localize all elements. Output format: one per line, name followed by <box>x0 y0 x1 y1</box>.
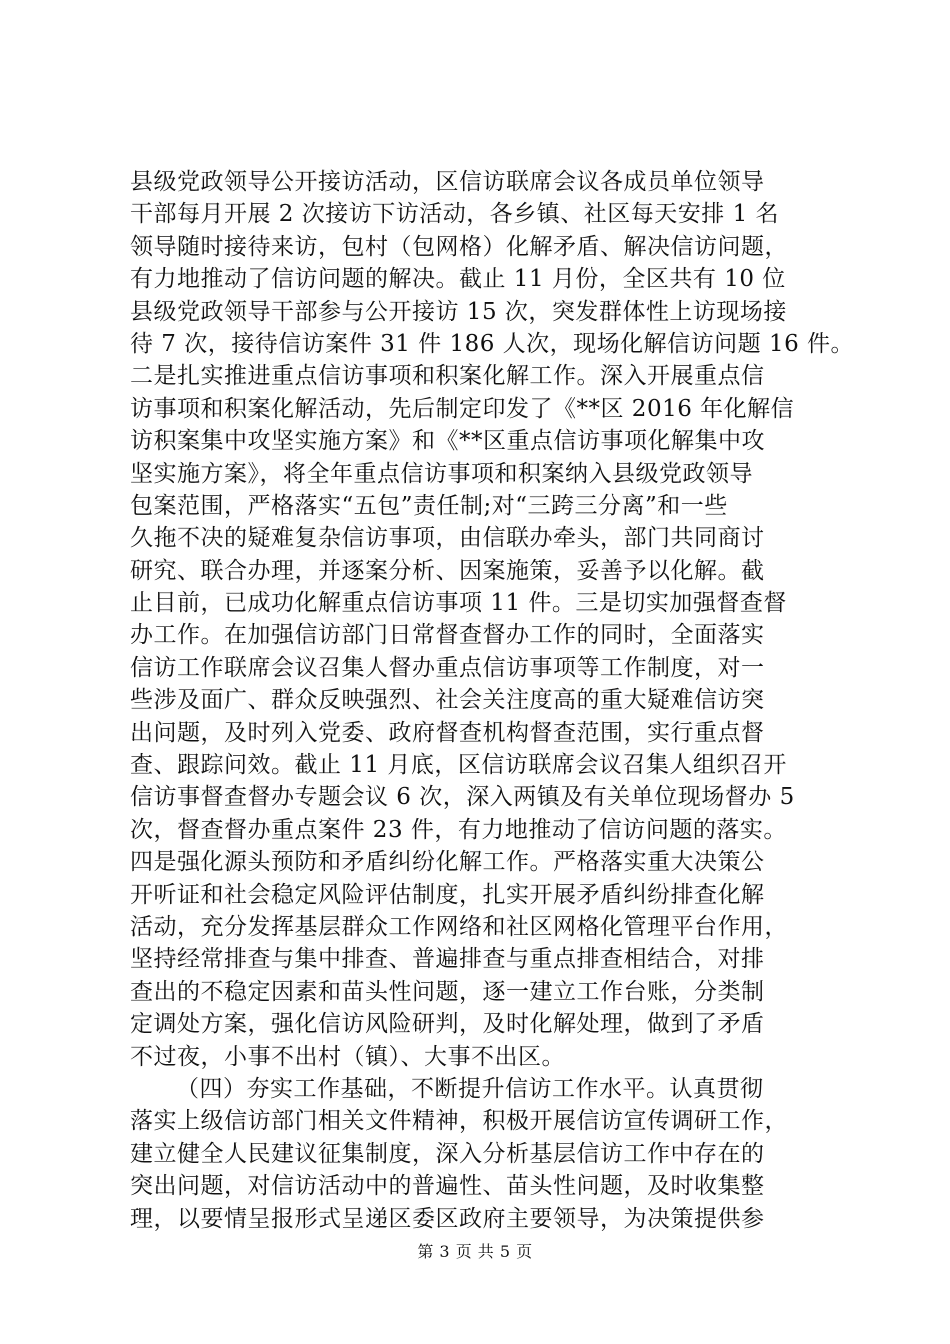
text-line: 止目前，已成功化解重点信访事项 11 件。三是切实加强督查督 <box>130 590 787 617</box>
text-line: 研究、联合办理，并逐案分析、因案施策，妥善予以化解。截 <box>130 557 765 584</box>
text-line: 不过夜，小事不出村（镇）、大事不出区。 <box>130 1043 565 1070</box>
text-line: 定调处方案，强化信访风险研判，及时化解处理，做到了矛盾 <box>130 1011 765 1038</box>
page-footer <box>0 1239 950 1262</box>
text-line: 查、跟踪问效。截止 11 月底，区信访联席会议召集人组织召开 <box>130 752 787 779</box>
text-line: 待 7 次，接待信访案件 31 件 186 人次，现场化解信访问题 16 件。 <box>130 330 855 357</box>
text-line: 二是扎实推进重点信访事项和积案化解工作。深入开展重点信 <box>130 363 765 390</box>
text-line: 突出问题，对信访活动中的普遍性、苗头性问题，及时收集整 <box>130 1173 765 1200</box>
text-line: 干部每月开展 2 次接访下访活动，各乡镇、社区每天安排 1 名 <box>130 201 780 228</box>
text-line: 有力地推动了信访问题的解决。截止 11 月份，全区共有 10 位 <box>130 266 786 293</box>
text-line: 久拖不决的疑难复杂信访事项，由信联办牵头，部门共同商讨 <box>130 525 765 552</box>
paragraph-heading-line: （四）夯实工作基础，不断提升信访工作水平。认真贯彻 <box>176 1075 764 1102</box>
text-line: 包案范围，严格落实“五包”责任制;对“三跨三分离”和一些 <box>130 492 728 519</box>
text-line: 坚实施方案》，将全年重点信访事项和积案纳入县级党政领导 <box>130 460 753 487</box>
text-line: 开听证和社会稳定风险评估制度，扎实开展矛盾纠纷排查化解 <box>130 881 765 908</box>
text-line: 落实上级信访部门相关文件精神，积极开展信访宣传调研工作， <box>130 1108 788 1135</box>
text-line: 坚持经常排查与集中排查、普遍排查与重点排查相结合，对排 <box>130 946 765 973</box>
text-line: 查出的不稳定因素和苗头性问题，逐一建立工作台账，分类制 <box>130 978 765 1005</box>
text-line: 些涉及面广、群众反映强烈、社会关注度高的重大疑难信访突 <box>130 687 765 714</box>
text-line: 县级党政领导干部参与公开接访 15 次，突发群体性上访现场接 <box>130 298 787 325</box>
text-line: 信访事督查督办专题会议 6 次，深入两镇及有关单位现场督办 5 <box>130 784 795 811</box>
text-line: 县级党政领导公开接访活动，区信访联席会议各成员单位领导 <box>130 169 765 195</box>
text-line: 理，以要情呈报形式呈递区委区政府主要领导，为决策提供参 <box>130 1205 765 1232</box>
text-line: 领导随时接待来访，包村（包网格）化解矛盾、解决信访问题， <box>130 233 788 260</box>
text-line: 四是强化源头预防和矛盾纠纷化解工作。严格落实重大决策公 <box>130 849 765 876</box>
text-line: 访积案集中攻坚实施方案》和《**区重点信访事项化解集中攻 <box>130 428 765 455</box>
page-number: 第 3 页 共 5 页 <box>417 1242 533 1261</box>
text-line: 访事项和积案化解活动，先后制定印发了《**区 2016 年化解信 <box>130 395 795 422</box>
text-line: 次，督查督办重点案件 23 件，有力地推动了信访问题的落实。 <box>130 816 787 843</box>
text-line: 出问题，及时列入党委、政府督查机构督查范围，实行重点督 <box>130 719 765 746</box>
text-line: 建立健全人民建议征集制度，深入分析基层信访工作中存在的 <box>130 1140 765 1167</box>
text-line: 活动，充分发挥基层群众工作网络和社区网格化管理平台作用， <box>130 913 788 940</box>
text-line: 信访工作联席会议召集人督办重点信访事项等工作制度，对一 <box>130 654 765 681</box>
text-line: 办工作。在加强信访部门日常督查督办工作的同时，全面落实 <box>130 622 765 649</box>
body-text <box>130 166 855 1235</box>
